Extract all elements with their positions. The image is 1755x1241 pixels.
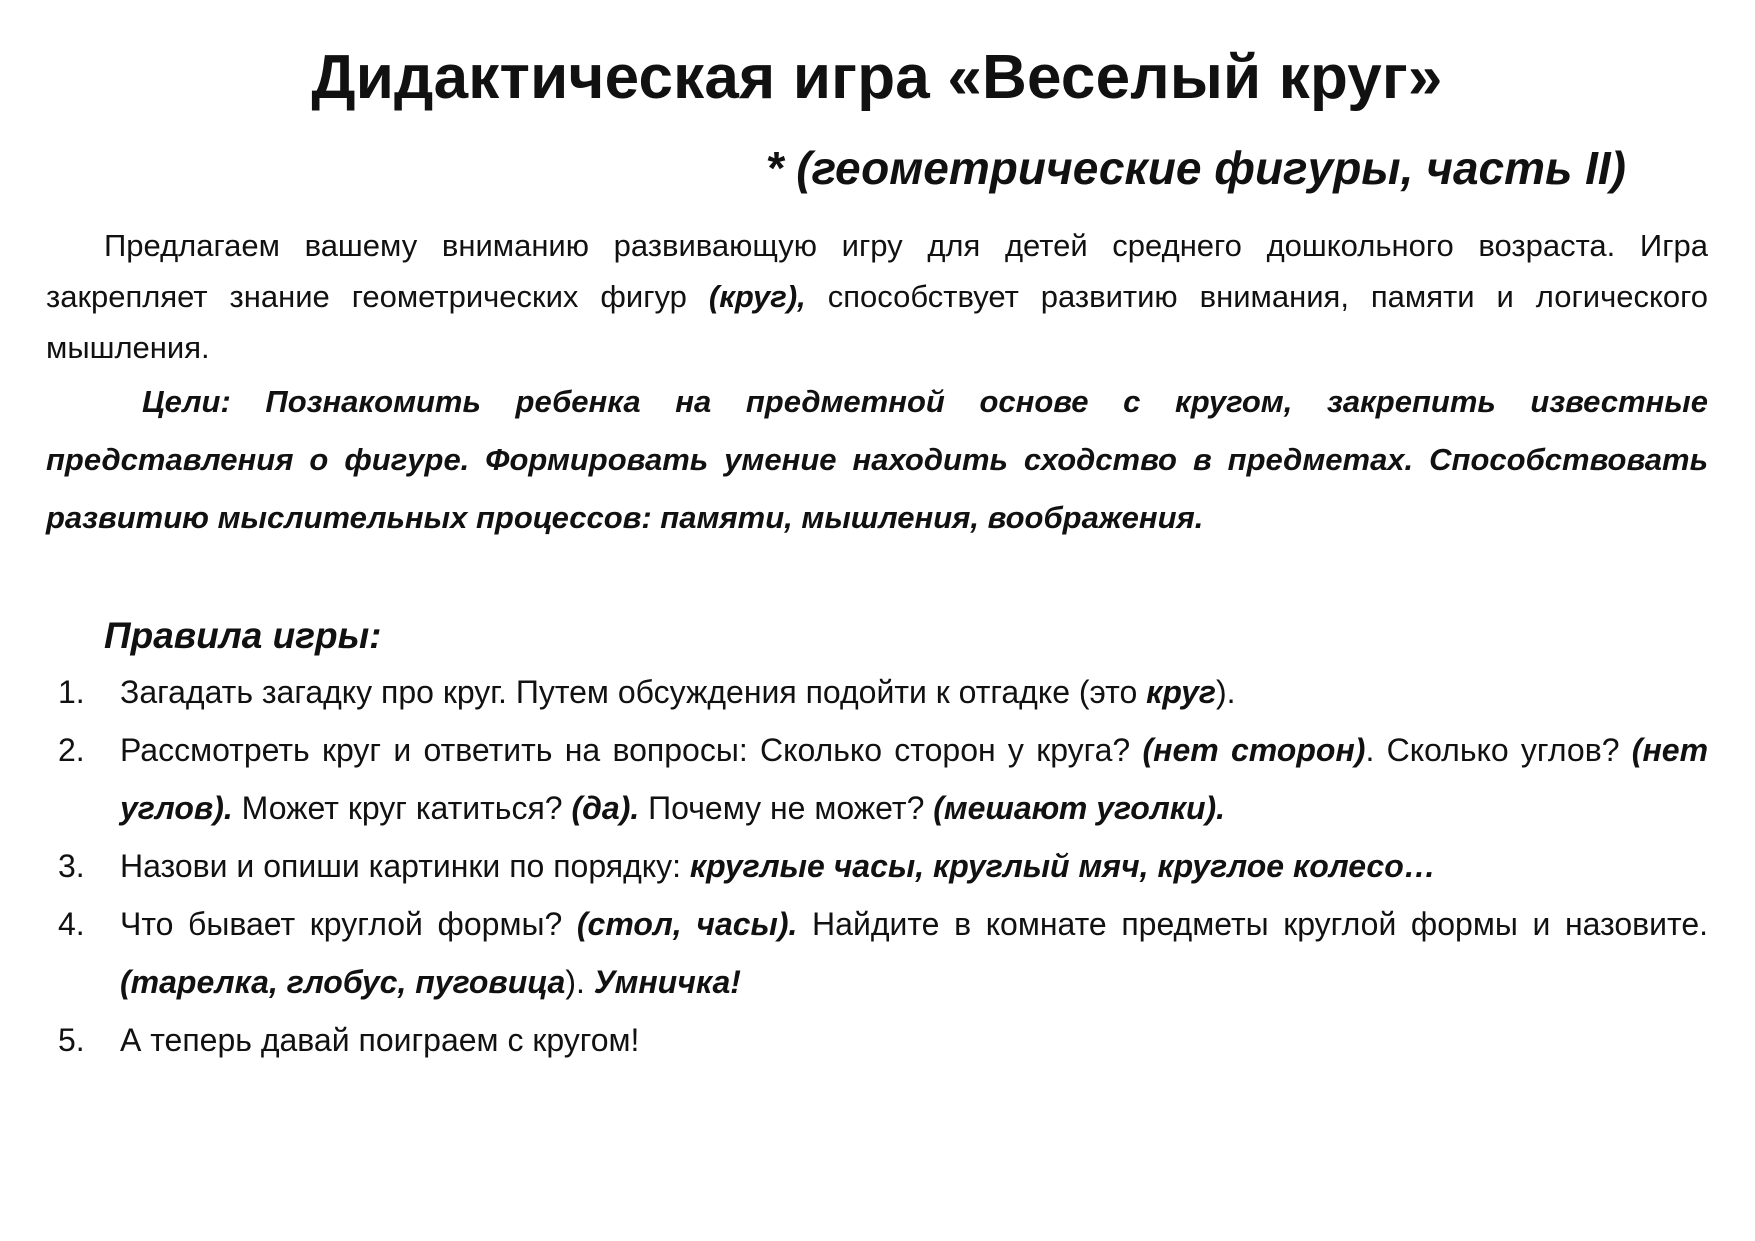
- intro-emphasis: (круг),: [708, 279, 806, 314]
- rule-text: Загадать загадку про круг. Путем обсуждения подойти к отгадке (это: [120, 674, 1147, 710]
- rule-answer: (тарелка, глобус, пуговица: [120, 964, 566, 1000]
- rule-number: 1.: [58, 674, 85, 710]
- rule-answer: (нет углов).: [120, 732, 1709, 826]
- goals-paragraph: Цели: Познакомить ребенка на предметной основе с кругом, закрепить известные представления о фигуре. Формировать умение находить сходство в предметах. Способствовать развитию мыслительных процессов: памяти, мышления, воображения.: [46, 384, 1708, 535]
- rule-item-5: [46, 1011, 1708, 1069]
- rule-text: Почему не может?: [639, 790, 934, 826]
- rule-item-4: [46, 895, 1708, 1011]
- rule-number: 4.: [58, 906, 85, 942]
- rule-text: Что бывает круглой формы?: [120, 906, 577, 942]
- rule-number: 5.: [58, 1022, 85, 1058]
- rule-answer: круг: [1146, 674, 1216, 710]
- rule-answer: (да).: [571, 790, 640, 826]
- rule-text: А теперь давай поиграем с кругом!: [120, 1022, 640, 1058]
- rule-text: Может круг катиться?: [232, 790, 572, 826]
- rule-answer: (нет сторон): [1142, 732, 1366, 768]
- page-subtitle: * (геометрические фигуры, часть II): [765, 142, 1626, 194]
- intro-text-1: Предлагаем вашему вниманию развивающую игру для детей среднего дошкольного возраста. Игра закрепляет знание геометрических фигур: [46, 228, 1708, 314]
- rule-item-3: [46, 837, 1708, 895]
- intro-text-2: способствует развитию внимания, памяти и логического мышления.: [46, 279, 1708, 365]
- rule-text: ).: [1215, 674, 1236, 710]
- intro-paragraph: [46, 220, 1708, 373]
- rule-number: 3.: [58, 848, 85, 884]
- rules-heading: Правила игры:: [104, 615, 382, 656]
- rule-item-1: [46, 663, 1708, 721]
- rule-number: 2.: [58, 732, 85, 768]
- rule-text: Назови и опиши картинки по порядку:: [120, 848, 690, 884]
- rule-answer: (стол, часы).: [576, 906, 798, 942]
- rule-item-2: [46, 721, 1708, 837]
- rule-praise: Умничка!: [593, 964, 741, 1000]
- rule-answer: круглые часы, круглый мяч, круглое колесо…: [689, 848, 1436, 884]
- rule-answer: (мешают уголки).: [933, 790, 1226, 826]
- rule-text: Найдите в комнате предметы круглой формы и назовите.: [797, 906, 1709, 942]
- rule-text: ).: [565, 964, 594, 1000]
- page-title: Дидактическая игра «Веселый круг»: [311, 43, 1443, 112]
- rules-list: [46, 663, 1708, 1069]
- rule-text: . Сколько углов?: [1365, 732, 1632, 768]
- rule-text: Рассмотреть круг и ответить на вопросы: Сколько сторон у круга?: [120, 732, 1143, 768]
